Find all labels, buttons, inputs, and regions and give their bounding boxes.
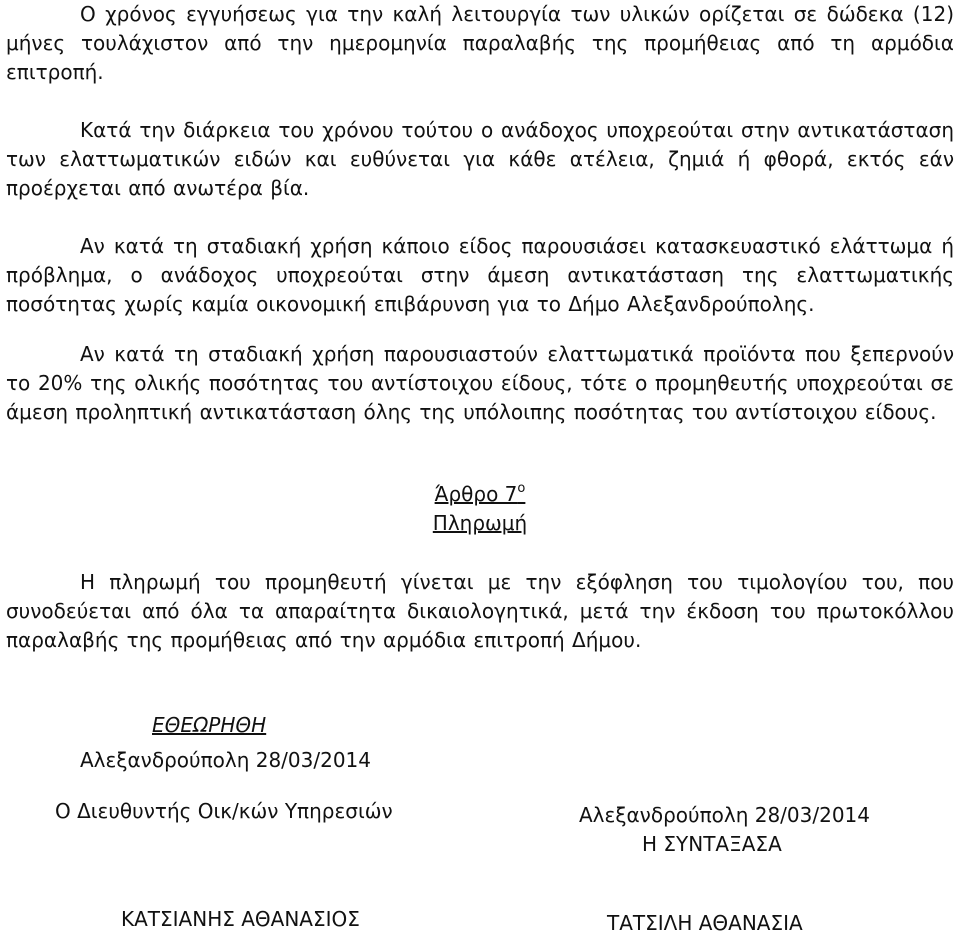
right-signatory-role: Η ΣΥΝΤΑΞΑΣΑ [642, 832, 782, 856]
paragraph-text: Αν κατά τη σταδιακή χρήση παρουσιαστούν ελαττωματικά προϊόντα που ξεπερνούν το 20% της ολικής ποσότητας του αντίστοιχου είδους, τότε ο προμηθευτής υποχρεούται σε άμεση προληπτική αντικατάσταση όλης της υπόλοιπης ποσότητας του αντίστοιχου είδους. [6, 342, 954, 424]
left-signatory-name: ΚΑΤΣΙΑΝΗΣ ΑΘΑΝΑΣΙΟΣ [121, 907, 360, 931]
paragraph-warranty-period [6, 0, 954, 87]
article-subtitle [0, 509, 960, 538]
paragraph-text: Κατά την διάρκεια του χρόνου τούτου ο ανάδοχος υποχρεούται στην αντικατάσταση των ελαττωματικών ειδών και ευθύνεται για κάθε ατέλεια, ζημιά ή φθορά, εκτός εάν προέρχεται από ανωτέρα βία. [6, 118, 954, 200]
paragraph-text: Η πληρωμή του προμηθευτή γίνεται με την εξόφληση του τιμολογίου του, που συνοδεύεται από όλα τα απαραίτητα δικαιολογητικά, μετά την έκδοση του πρωτοκόλλου παραλαβής της προμήθειας από την αρμόδια επιτροπή Δήμου. [6, 570, 954, 652]
paragraph-contractor-obligation [6, 116, 954, 203]
article-title-superscript: ο [517, 481, 526, 496]
right-signatory-name: ΤΑΤΣΙΛΗ ΑΘΑΝΑΣΙΑ [607, 911, 803, 935]
article-title [0, 480, 960, 509]
paragraph-defect-replacement [6, 232, 954, 319]
article-title-text: Άρθρο 7 [434, 482, 518, 506]
paragraph-defect-threshold [6, 340, 954, 427]
left-place-date: Αλεξανδρούπολη 28/03/2014 [80, 748, 371, 772]
paragraph-text: Αν κατά τη σταδιακή χρήση κάποιο είδος παρουσιάσει κατασκευαστικό ελάττωμα ή πρόβλημα, ο ανάδοχος υποχρεούται στην άμεση αντικατάσταση της ελαττωματικής ποσότητας χωρίς καμία οικονομική επιβάρυνση για το Δήμο Αλεξανδρούπολης. [6, 234, 954, 316]
right-place-date: Αλεξανδρούπολη 28/03/2014 [579, 803, 870, 827]
paragraph-text: Ο χρόνος εγγυήσεως για την καλή λειτουργία των υλικών ορίζεται σε δώδεκα (12) μήνες τουλάχιστον από την ημερομηνία παραλαβής της προμήθειας από τη αρμόδια επιτροπή. [6, 2, 954, 84]
article-subtitle-text: Πληρωμή [432, 511, 528, 535]
paragraph-payment [6, 568, 954, 655]
left-signatory-role: Ο Διευθυντής Οικ/κών Υπηρεσιών [55, 799, 393, 823]
approved-label: ΕΘΕΩΡΗΘΗ [152, 713, 267, 737]
